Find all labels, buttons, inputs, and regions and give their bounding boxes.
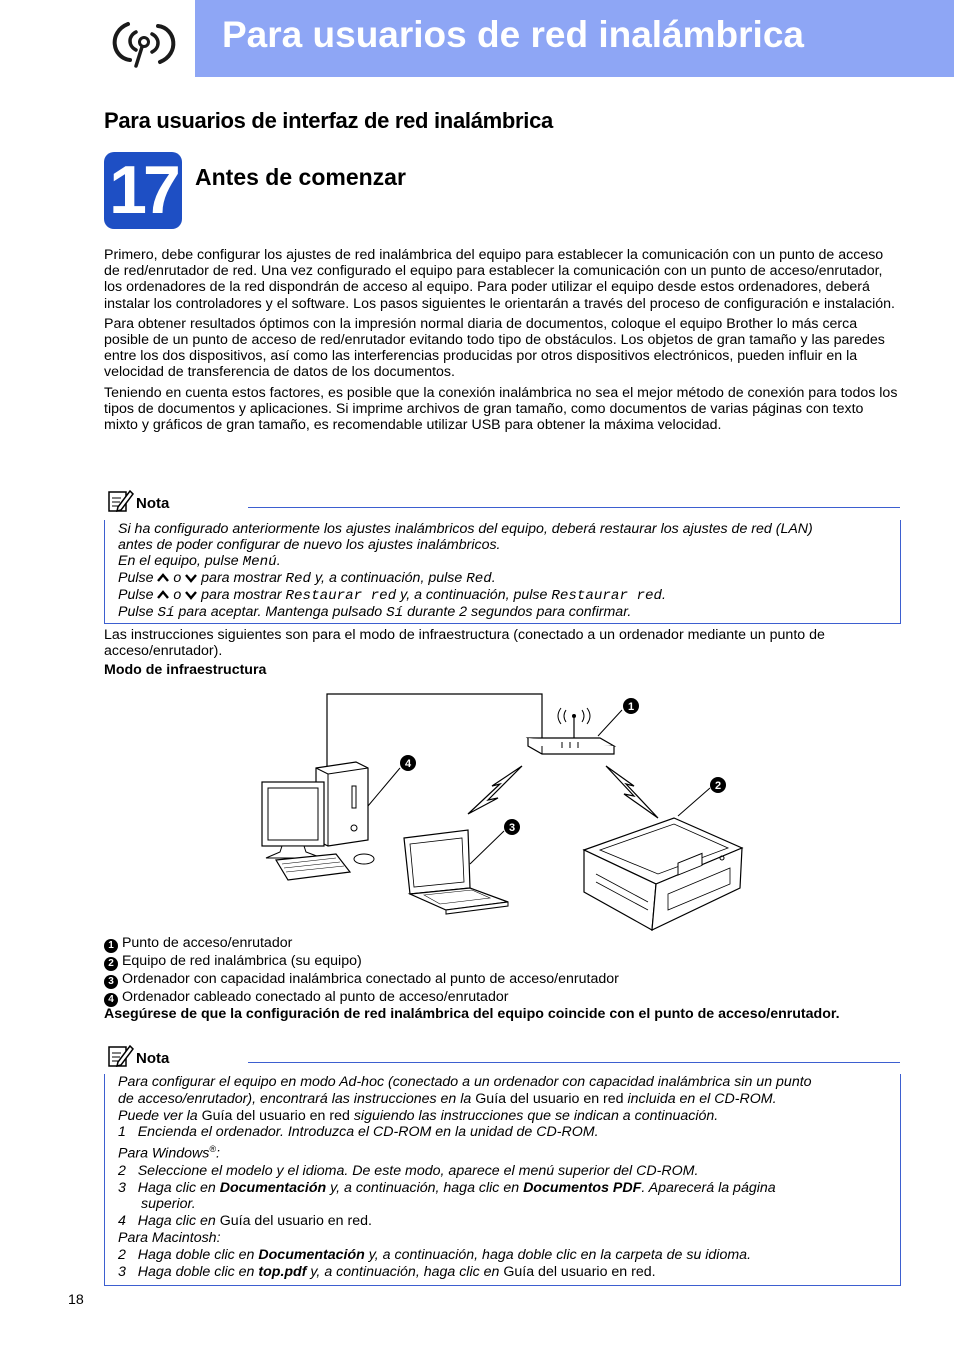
note-line: 1 Encienda el ordenador. Introduzca el CD-ROM en la unidad de CD-ROM. bbox=[118, 1124, 599, 1141]
note-line: Pulse Sí para aceptar. Mantenga pulsado Sí durante 2 segundos para confirmar. bbox=[118, 604, 632, 621]
step-title: Antes de comenzar bbox=[195, 164, 406, 190]
callout-1-label: 1 bbox=[627, 701, 635, 713]
note-pencil-icon bbox=[108, 1044, 134, 1068]
callout-number-icon: 3 bbox=[104, 975, 118, 989]
note-pencil-icon bbox=[108, 489, 134, 513]
legend-item: 1 Punto de acceso/enrutador bbox=[104, 935, 619, 953]
note-line: Para Macintosh: bbox=[118, 1229, 221, 1246]
wireless-signal-icon bbox=[606, 766, 658, 818]
note-line: Pulse o para mostrar Red y, a continuación, pulse Red. bbox=[118, 570, 496, 587]
note-label: Nota bbox=[136, 495, 170, 512]
note-line: superior. bbox=[141, 1196, 196, 1213]
note-label: Nota bbox=[136, 1050, 170, 1067]
intro-paragraph: Para obtener resultados óptimos con la impresión normal diaria de documentos, coloque el equipo Brother lo más cerca posible de un punto de acceso de red/enrutador evitando todo tipo de obstáculos. Los objetos de gran tamaño y las paredes entre los dos dispositivos, así como las interferencias producidas por otros dispositivos electrónicos, pueden influir en la velocidad de transferencia de datos de los documentos. bbox=[104, 315, 885, 381]
legend-item: 3 Ordenador con capacidad inalámbrica conectado al punto de acceso/enrutador bbox=[104, 971, 619, 989]
callout-number-icon: 4 bbox=[104, 993, 118, 1007]
callout-number-icon: 2 bbox=[104, 957, 118, 971]
page-number: 18 bbox=[68, 1292, 84, 1308]
up-arrow-icon bbox=[157, 573, 169, 583]
section-title: Para usuarios de interfaz de red inalámbrica bbox=[104, 108, 553, 133]
infra-heading: Modo de infraestructura bbox=[104, 662, 267, 678]
confirm-text: Asegúrese de que la configuración de red inalámbrica del equipo coincide con el punto de acceso/enrutador. bbox=[104, 1006, 840, 1022]
note-line: 2 Haga doble clic en Documentación y, a continuación, haga doble clic en la carpeta de su idioma. bbox=[118, 1246, 752, 1263]
page-title: Para usuarios de red inalámbrica bbox=[222, 14, 804, 55]
network-diagram bbox=[250, 688, 760, 933]
note-line: 2 Seleccione el modelo y el idioma. De este modo, aparece el menú superior del CD-ROM. bbox=[118, 1162, 699, 1179]
printer-illustration bbox=[584, 818, 742, 930]
note-line: antes de poder configurar de nuevo los ajustes inalámbricos. bbox=[118, 537, 501, 553]
legend-item: 2 Equipo de red inalámbrica (su equipo) bbox=[104, 953, 619, 971]
callout-number-icon: 1 bbox=[104, 939, 118, 953]
note-line: 3 Haga doble clic en top.pdf y, a continuación, haga clic en Guía del usuario en red. bbox=[118, 1263, 656, 1280]
note-line: Puede ver la Guía del usuario en red siguiendo las instrucciones que se indican a continuación. bbox=[118, 1107, 719, 1124]
wireless-signal-icon bbox=[468, 766, 522, 814]
callout-3-label: 3 bbox=[508, 822, 516, 834]
note-line: 3 Haga clic en Documentación y, a continuación, haga clic en Documentos PDF. Aparecerá la página bbox=[118, 1179, 776, 1196]
up-arrow-icon bbox=[157, 590, 169, 600]
router-illustration bbox=[528, 708, 614, 754]
down-arrow-icon bbox=[185, 590, 197, 600]
note-line: Para configurar el equipo en modo Ad-hoc (conectado a un ordenador con capacidad inalámbrica sin un punto bbox=[118, 1074, 812, 1090]
infra-intro: Las instrucciones siguientes son para el modo de infraestructura (conectado a un ordenador mediante un punto de acceso/enrutador). bbox=[104, 627, 825, 660]
note-text bbox=[118, 521, 813, 621]
note-divider bbox=[248, 507, 900, 508]
note-text bbox=[118, 1074, 812, 1280]
note-line: En el equipo, pulse Menú. bbox=[118, 553, 281, 570]
intro-paragraph: Primero, debe configurar los ajustes de red inalámbrica del equipo para establecer la comunicación con un punto de acceso de red/enrutador de red. Una vez configurado el equipo para establecer la comunicación con un punto de acceso/enrutador, los ordenadores de la red dispondrán de acceso al equipo. Para poder utilizar el equipo desde estos ordenadores, deberá instalar los controladores y el software. Los pasos siguientes le orientarán a través del proceso de configuración e instalación. bbox=[104, 247, 896, 312]
note-divider bbox=[248, 1062, 900, 1063]
callout-2-label: 2 bbox=[714, 780, 722, 792]
note-line: Pulse o para mostrar Restaurar red y, a continuación, pulse Restaurar red. bbox=[118, 587, 666, 604]
step-number-badge: 17 bbox=[104, 152, 182, 229]
intro-text bbox=[104, 247, 899, 437]
legend-item: 4 Ordenador cableado conectado al punto de acceso/enrutador bbox=[104, 989, 619, 1007]
note-line: Para Windows®: bbox=[118, 1144, 220, 1162]
note-line: Si ha configurado anteriormente los ajustes inalámbricos del equipo, deberá restaurar los ajustes de red (LAN) bbox=[118, 521, 813, 537]
note-line: 4 Haga clic en Guía del usuario en red. bbox=[118, 1213, 372, 1230]
callout-4-label: 4 bbox=[404, 758, 412, 770]
wireless-icon bbox=[100, 14, 186, 70]
diagram-legend bbox=[104, 935, 619, 1007]
down-arrow-icon bbox=[185, 573, 197, 583]
intro-paragraph: Teniendo en cuenta estos factores, es posible que la conexión inalámbrica no sea el mejor método de conexión para todos los tipos de documentos y aplicaciones. Si imprime archivos de gran tamaño, como documentos de varias páginas con texto mixto y gráficos de gran tamaño, es recomendable utilizar USB para obtener la máxima velocidad. bbox=[104, 384, 898, 434]
note-line: de acceso/enrutador), encontrará las instrucciones en la Guía del usuario en red incluida en el CD-ROM. bbox=[118, 1090, 777, 1107]
desktop-computer-illustration bbox=[262, 762, 374, 880]
